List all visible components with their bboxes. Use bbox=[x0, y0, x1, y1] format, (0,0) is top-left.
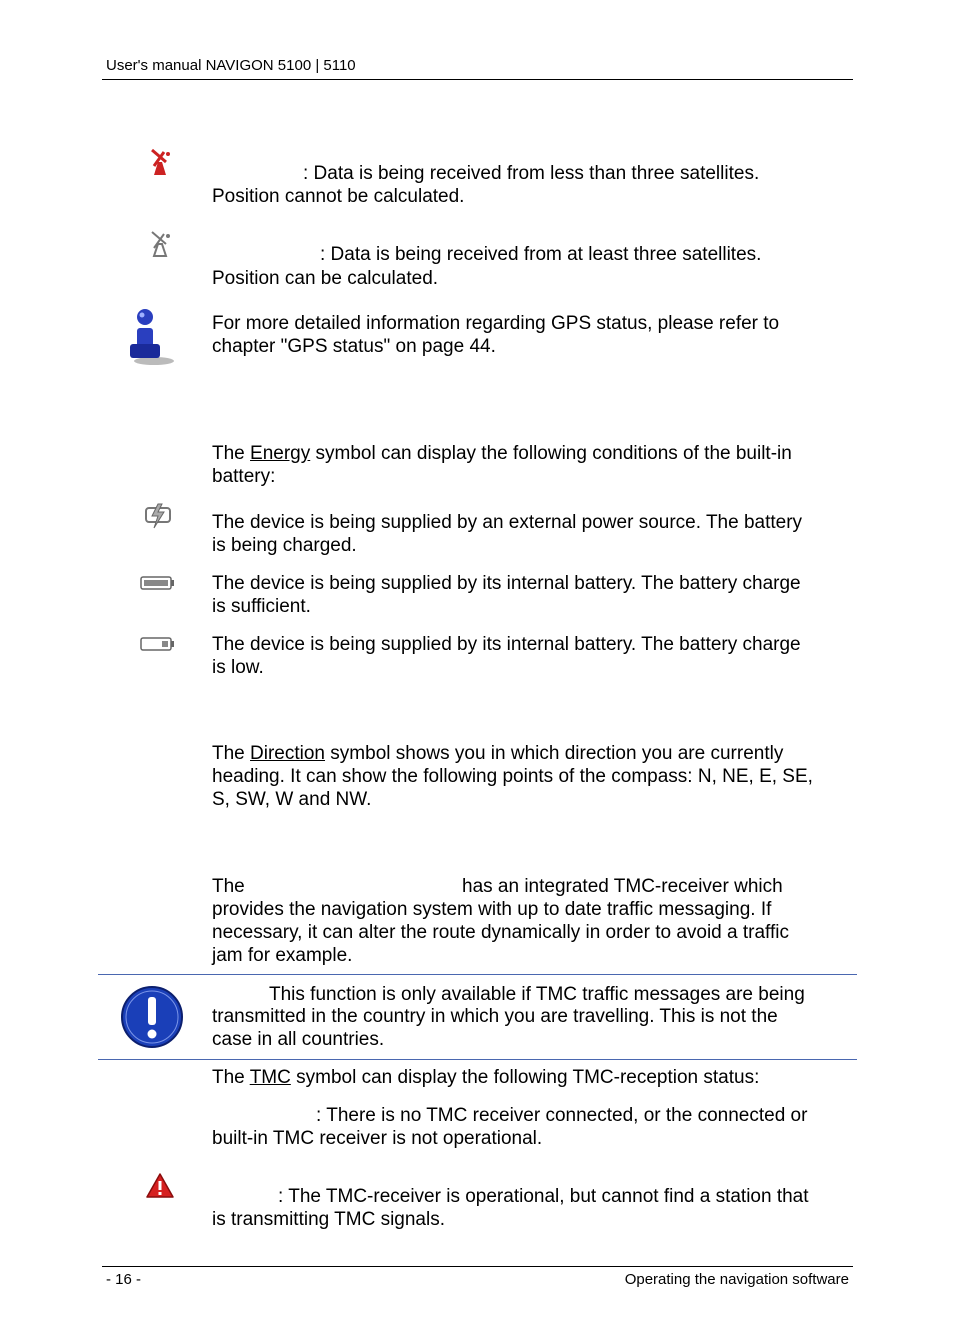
gps-info-line-1: For more detailed information regarding GPS status, please refer to bbox=[212, 313, 780, 334]
energy-external-line-1: The device is being supplied by an external power source. The battery bbox=[212, 512, 803, 533]
tmc-none-line-2: built-in TMC receiver is not operational. bbox=[212, 1128, 543, 1149]
tmc-searching-line-2: is transmitting TMC signals. bbox=[212, 1209, 445, 1230]
gps-ready-text: : Data is being received from at least three satellites. bbox=[320, 244, 762, 265]
satellite-ready-icon bbox=[146, 226, 176, 265]
external-power-icon bbox=[140, 502, 176, 535]
note-line-2: transmitted in the country in which you are travelling. This is not the bbox=[212, 1006, 778, 1027]
tmc-status-line: The TMC symbol can display the following TMC-reception status: bbox=[212, 1067, 760, 1088]
gps-no-signal-text-2: Position cannot be calculated. bbox=[212, 186, 465, 207]
warning-triangle-icon bbox=[145, 1172, 175, 1205]
energy-intro-line-1: The Energy symbol can display the following conditions of the built-in bbox=[212, 443, 792, 464]
note-bottom-rule bbox=[98, 1059, 857, 1060]
energy-sufficient-line-2: is sufficient. bbox=[212, 596, 311, 617]
direction-line-2: heading. It can show the following points of the compass: N, NE, E, SE, bbox=[212, 766, 813, 787]
gps-info-line-2: chapter "GPS status" on page 44. bbox=[212, 336, 496, 357]
energy-low-line-2: is low. bbox=[212, 657, 264, 678]
energy-sufficient-line-1: The device is being supplied by its internal battery. The battery charge bbox=[212, 573, 801, 594]
note-line-1: This function is only available if TMC traffic messages are being bbox=[269, 984, 805, 1005]
tmc-intro-line-1a: The bbox=[212, 876, 245, 897]
energy-link[interactable]: Energy bbox=[250, 443, 311, 464]
gps-no-signal-text: : Data is being received from less than three satellites. bbox=[303, 163, 760, 184]
battery-full-icon bbox=[140, 575, 176, 596]
energy-intro-line-2: battery: bbox=[212, 466, 276, 487]
tmc-link[interactable]: TMC bbox=[249, 1067, 291, 1088]
footer-section: Operating the navigation software bbox=[624, 1271, 849, 1288]
footer-rule bbox=[102, 1266, 853, 1267]
battery-low-icon bbox=[140, 636, 176, 657]
energy-low-line-1: The device is being supplied by its internal battery. The battery charge bbox=[212, 634, 801, 655]
header-rule bbox=[102, 79, 853, 80]
tmc-none-line-1: : There is no TMC receiver connected, or the connected or bbox=[316, 1105, 808, 1126]
energy-external-line-2: is being charged. bbox=[212, 535, 357, 556]
tmc-intro-line-2: provides the navigation system with up to date traffic messaging. If bbox=[212, 899, 772, 920]
page-number: - 16 - bbox=[106, 1271, 142, 1288]
info-person-icon bbox=[124, 306, 178, 373]
tmc-intro-line-1b: has an integrated TMC-receiver which bbox=[462, 876, 783, 897]
tmc-intro-line-4: jam for example. bbox=[212, 945, 353, 966]
satellite-no-signal-icon bbox=[146, 144, 176, 183]
exclamation-icon bbox=[120, 985, 184, 1054]
tmc-intro-line-3: necessary, it can alter the route dynamically in order to avoid a traffic bbox=[212, 922, 789, 943]
note-line-3: case in all countries. bbox=[212, 1029, 385, 1050]
direction-link[interactable]: Direction bbox=[250, 743, 326, 764]
page-header-title: User's manual NAVIGON 5100 | 5110 bbox=[106, 57, 356, 74]
gps-ready-text-2: Position can be calculated. bbox=[212, 268, 439, 289]
tmc-searching-line-1: : The TMC-receiver is operational, but cannot find a station that bbox=[278, 1186, 809, 1207]
note-top-rule bbox=[98, 974, 857, 975]
direction-line-3: S, SW, W and NW. bbox=[212, 789, 372, 810]
direction-line-1: The Direction symbol shows you in which direction you are currently bbox=[212, 743, 784, 764]
